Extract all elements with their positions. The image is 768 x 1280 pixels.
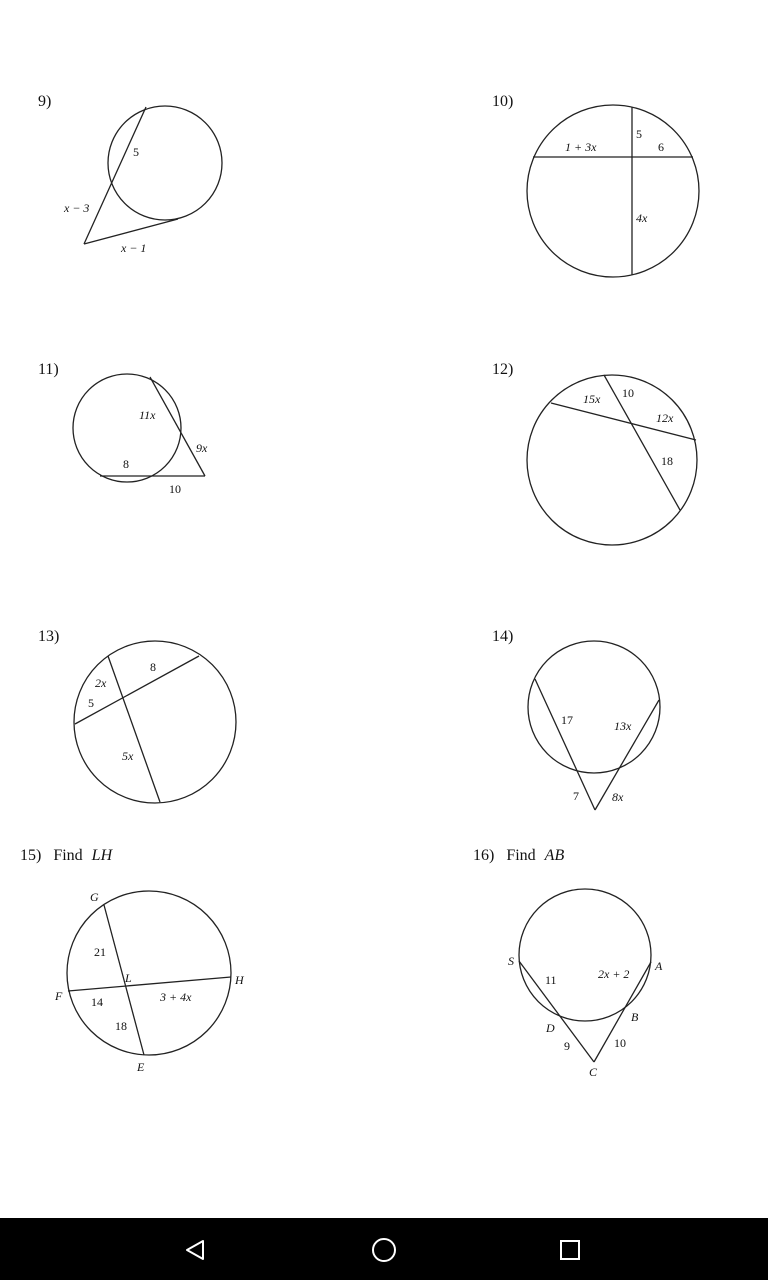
label: 17 — [561, 713, 573, 727]
point-label: C — [589, 1065, 598, 1079]
secant — [535, 679, 595, 810]
problem-number: 11) — [38, 361, 59, 378]
label: 5 — [133, 145, 139, 159]
problem-13 — [38, 628, 236, 803]
label: 5x — [122, 749, 134, 763]
label: 8 — [123, 457, 129, 471]
label: 5 — [88, 696, 94, 710]
point-label: D — [546, 1021, 555, 1035]
label: 13x — [614, 719, 632, 733]
label: 8x — [612, 790, 624, 804]
problem-number: 16) — [473, 847, 495, 864]
problem-number: 15) — [20, 847, 42, 864]
navigation-bar — [0, 1218, 768, 1280]
label: 11x — [139, 408, 156, 422]
label: 18 — [115, 1019, 127, 1033]
back-triangle-icon — [183, 1238, 207, 1262]
chord — [68, 977, 231, 991]
point-label: B — [631, 1010, 639, 1024]
svg-text:16) Find AB — [473, 847, 564, 864]
secant — [84, 107, 146, 244]
prompt: Find — [53, 847, 83, 864]
label: 10 — [614, 1036, 626, 1050]
prompt-variable: LH — [91, 847, 113, 864]
back-button[interactable] — [175, 1230, 215, 1270]
label: 2x — [95, 676, 107, 690]
label: 7 — [573, 789, 579, 803]
point-label: F — [55, 989, 63, 1003]
problem-number: 12) — [492, 361, 514, 378]
problem-number: 14) — [492, 628, 514, 645]
label: 2x + 2 — [598, 967, 630, 981]
chord — [108, 656, 160, 802]
home-button[interactable] — [364, 1230, 404, 1270]
chord — [604, 375, 680, 510]
label: 4x — [636, 211, 648, 225]
problem-12 — [492, 361, 697, 545]
problem-number: 10) — [492, 93, 514, 110]
recents-square-icon — [558, 1238, 582, 1262]
label: 18 — [661, 454, 673, 468]
circle — [108, 106, 222, 220]
label: 9 — [564, 1039, 570, 1053]
prompt: Find — [506, 847, 536, 864]
label: 10 — [622, 386, 634, 400]
label: 10 — [169, 482, 181, 496]
circle — [519, 889, 651, 1021]
point-label: H — [235, 973, 244, 987]
label: 21 — [94, 945, 106, 959]
secant — [595, 700, 659, 810]
label: 1 + 3x — [565, 140, 597, 154]
point-label: G — [90, 890, 99, 904]
label: 5 — [636, 127, 642, 141]
label: 9x — [196, 441, 208, 455]
circle — [527, 105, 699, 277]
problem-11 — [38, 361, 208, 496]
label: 3 + 4x — [160, 990, 192, 1004]
label: 11 — [545, 973, 557, 987]
recents-button[interactable] — [550, 1230, 590, 1270]
home-circle-icon — [370, 1236, 398, 1264]
prompt-variable: AB — [544, 847, 565, 864]
problem-10 — [492, 93, 699, 277]
point-label: E — [137, 1060, 145, 1074]
chord — [75, 656, 199, 724]
label: 6 — [658, 140, 664, 154]
point-label: A — [655, 959, 663, 973]
label: 12x — [656, 411, 674, 425]
problem-9 — [38, 93, 222, 255]
problem-number: 9) — [38, 93, 52, 110]
problem-16 — [473, 847, 663, 1079]
svg-text:15) Find LH — [20, 847, 114, 864]
problem-15 — [20, 847, 245, 1074]
problem-number: 13) — [38, 628, 60, 645]
label: 14 — [91, 995, 103, 1009]
label: x − 1 — [121, 241, 147, 255]
point-label: S — [508, 954, 514, 968]
label: x − 3 — [64, 201, 90, 215]
secant — [150, 377, 205, 476]
problem-14 — [492, 628, 660, 810]
circle — [67, 891, 231, 1055]
label: 15x — [583, 392, 601, 406]
point-label: L — [125, 971, 132, 985]
label: 8 — [150, 660, 156, 674]
